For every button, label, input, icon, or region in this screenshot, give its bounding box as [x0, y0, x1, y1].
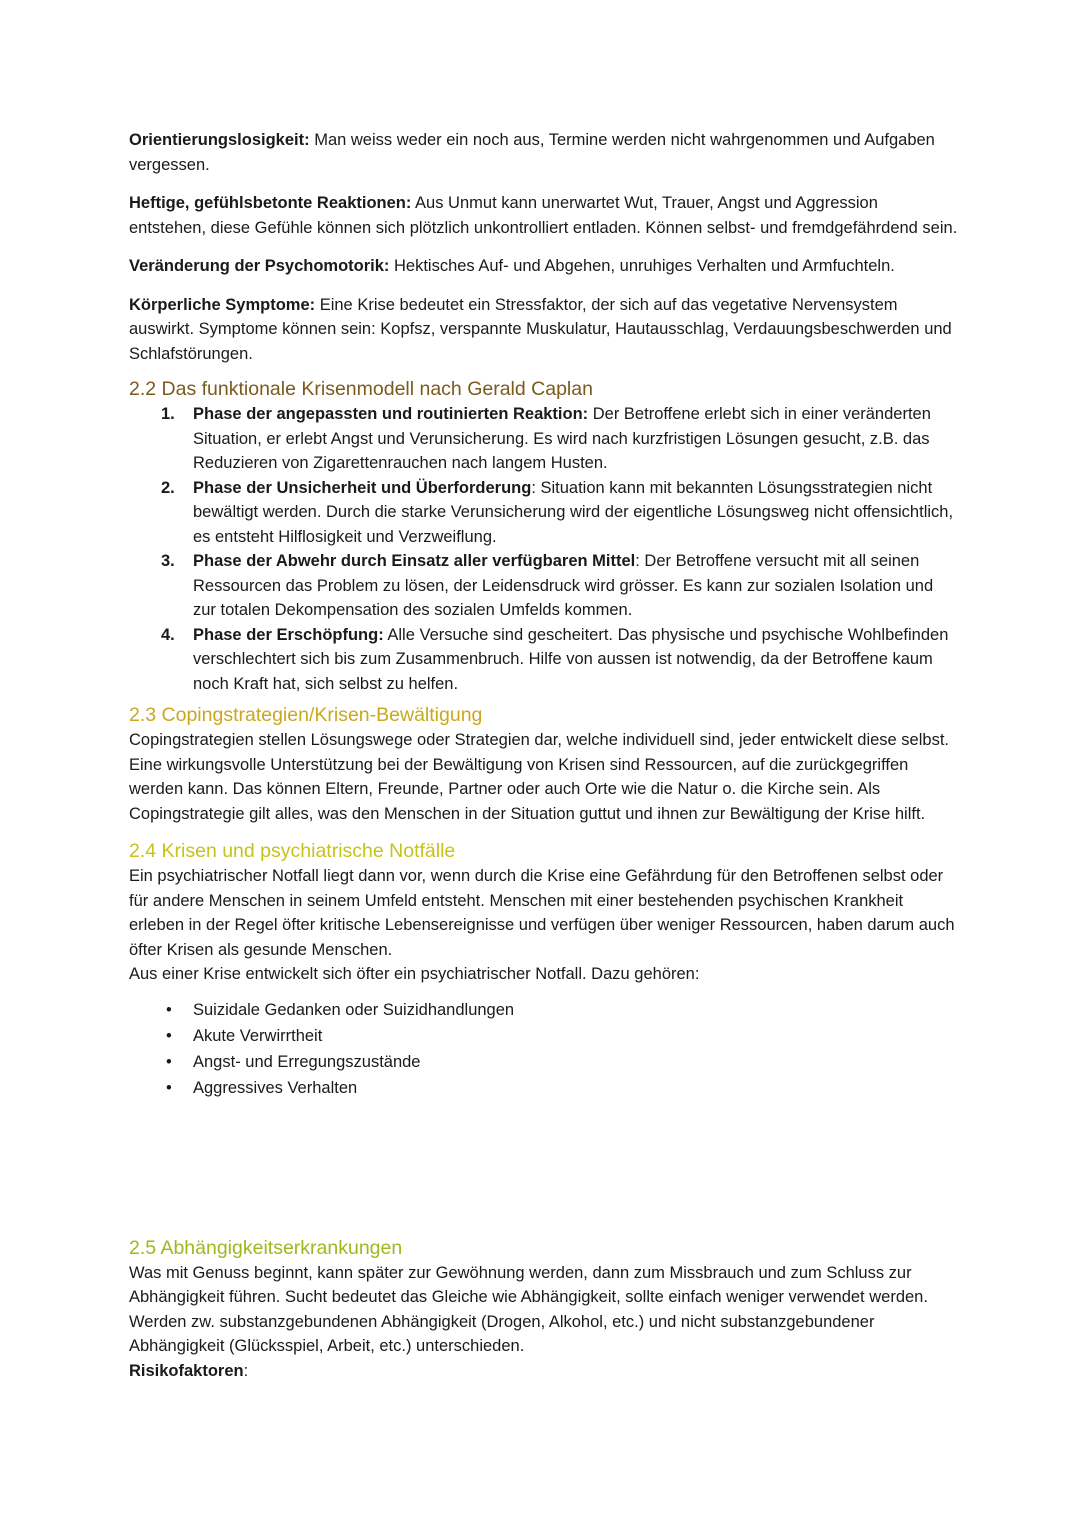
- symptom-term: Heftige, gefühlsbetonte Reaktionen:: [129, 194, 412, 212]
- emergency-list: [129, 997, 959, 1101]
- heading-2-3: 2.3 Copingstrategien/Krisen-Bewältigung: [129, 704, 483, 726]
- phase-text: Der Betroffene erlebt sich in einer veränderten Situation, er erlebt Angst und Verunsicherung. Es wird nach kurzfristigen Lösungen gesucht, z.B. das Reduzieren von Zigarettenrauchen nach langem Husten.: [193, 405, 931, 472]
- phase-number: 1.: [161, 405, 175, 423]
- bullet-icon: •: [166, 1026, 172, 1045]
- symptom-orientation: [129, 128, 959, 177]
- list-item: • Suizidale Gedanken oder Suizidhandlungen: [129, 997, 959, 1023]
- phase-item: [129, 476, 959, 550]
- symptom-physical: [129, 293, 959, 367]
- phase-text: : Situation kann mit bekannten Lösungsstrategien nicht bewältigt werden. Durch die starke Verunsicherung wird der eigentliche Lösungsweg nicht offensichtlich, es entsteht Hilflosigkeit und Verzweiflung.: [193, 478, 954, 546]
- phase-text: : Der Betroffene versucht mit all seinen Ressourcen das Problem zu lösen, der Leidensdruck wird grösser. Es kann zur sozialen Isolation und zur totalen Dekompensation des sozialen Umfelds kommen.: [193, 552, 934, 619]
- phase-item: [129, 549, 959, 623]
- phase-text: Alle Versuche sind gescheitert. Das physische und psychische Wohlbefinden verschlechtert sich bis zum Zusammenbruch. Hilfe von aussen ist notwendig, da der Betroffene kaum noch Kraft hat, sich selbst zu helfen.: [193, 625, 949, 693]
- symptom-term: Orientierungslosigkeit:: [129, 131, 310, 149]
- symptom-term: Veränderung der Psychomotorik:: [129, 257, 390, 275]
- bullet-icon: •: [166, 1000, 172, 1019]
- heading-2-4: 2.4 Krisen und psychiatrische Notfälle: [129, 840, 456, 862]
- section-2-4: [129, 838, 959, 1101]
- phase-list: [129, 402, 959, 696]
- list-item: • Angst- und Erregungszustände: [129, 1049, 959, 1075]
- phase-number: 3.: [161, 552, 175, 570]
- phase-term: Phase der Erschöpfung:: [193, 625, 384, 644]
- phase-number: 4.: [161, 625, 175, 644]
- phase-item: [129, 623, 959, 697]
- section-2-5: [129, 1235, 959, 1384]
- list-item: • Akute Verwirrtheit: [129, 1023, 959, 1049]
- list-item: • Aggressives Verhalten: [129, 1075, 959, 1101]
- phase-term: Phase der Abwehr durch Einsatz aller verfügbaren Mittel: [193, 552, 636, 570]
- risk-factors-label: Risikofaktoren:: [129, 1361, 249, 1380]
- coping-body: Copingstrategien stellen Lösungswege oder Strategien dar, welche individuell sind, jeder entwickelt diese selbst. Eine wirkungsvolle Unterstützung bei der Bewältigung von Krisen sind Ressourcen, auf die zurückgegriffen werden kann. Das können Eltern, Freunde, Partner oder auch Orte wie die Natur o. die Kirche sein. Als Copingstrategie gilt alles, was den Menschen in der Situation guttut und ihnen zur Bewältigung der Krise hilft.: [129, 731, 949, 823]
- symptom-reactions: [129, 191, 959, 240]
- heading-2-5: 2.5 Abhängigkeitserkrankungen: [129, 1236, 403, 1259]
- phase-term: Phase der angepassten und routinierten Reaktion:: [193, 405, 589, 423]
- symptom-text: Aus Unmut kann unerwartet Wut, Trauer, Angst und Aggression entstehen, diese Gefühle können sich plötzlich unkontrolliert entladen. Können selbst- und fremdgefährdend sein.: [129, 194, 958, 237]
- bullet-icon: •: [166, 1052, 172, 1071]
- symptom-text: Hektisches Auf- und Abgehen, unruhiges Verhalten und Armfuchteln.: [389, 257, 895, 275]
- emergency-body-2: Aus einer Krise entwickelt sich öfter ein psychiatrischer Notfall. Dazu gehören:: [129, 965, 700, 983]
- heading-2-2: 2.2 Das funktionale Krisenmodell nach Gerald Caplan: [129, 378, 593, 400]
- emergency-body: Ein psychiatrischer Notfall liegt dann vor, wenn durch die Krise eine Gefährdung für den Betroffenen selbst oder für andere Menschen in seinem Umfeld entsteht. Menschen mit einer bestehenden psychischen Krankheit erleben in der Regel öfter kritische Lebensereignisse und verfügen über weniger Ressourcen, haben darum auch öfter Krisen als gesunde Menschen.: [129, 867, 955, 959]
- symptom-psychomotor: [129, 254, 959, 279]
- phase-term: Phase der Unsicherheit und Überforderung: [193, 478, 532, 497]
- addiction-body: Was mit Genuss beginnt, kann später zur Gewöhnung werden, dann zum Missbrauch und zum Schluss zur Abhängigkeit führen. Sucht bedeutet das Gleiche wie Abhängigkeit, sollte einfach weniger verwendet werden. Werden zw. substanzgebundenen Abhängigkeit (Drogen, Alkohol, etc.) und nicht substanzgebundener Abhängigkeit (Glücksspiel, Arbeit, etc.) unterschieden.: [129, 1263, 928, 1355]
- symptom-term: Körperliche Symptome:: [129, 295, 316, 314]
- phase-item: [129, 402, 959, 476]
- section-2-3: [129, 702, 959, 826]
- phase-number: 2.: [161, 478, 175, 497]
- symptom-text: Man weiss weder ein noch aus, Termine werden nicht wahrgenommen und Aufgaben vergessen.: [129, 131, 935, 174]
- document-page: [129, 128, 959, 1383]
- symptom-text: Eine Krise bedeutet ein Stressfaktor, der sich auf das vegetative Nervensystem auswirkt. Symptome können sein: Kopfsz, verspannte Muskulatur, Hautausschlag, Verdauungsbeschwerden und Schlafstörungen.: [129, 295, 952, 363]
- bullet-icon: •: [166, 1078, 172, 1097]
